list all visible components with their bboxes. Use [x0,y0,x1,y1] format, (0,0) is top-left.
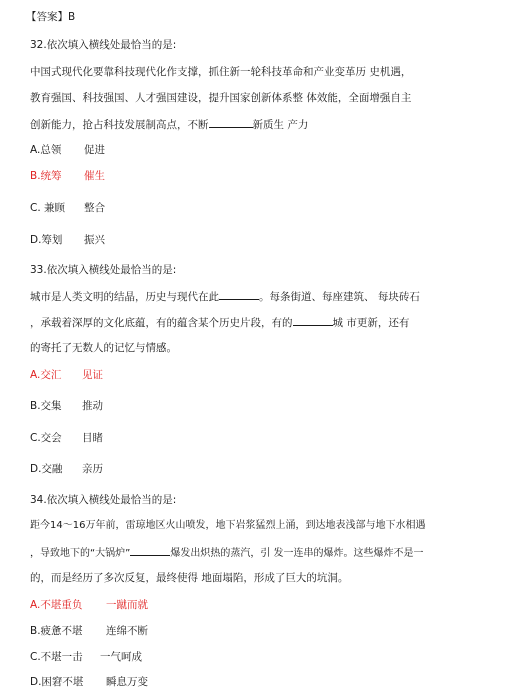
q32-option-d [30,233,105,247]
q34-title: 34.依次填入横线处最恰当的是: [30,494,177,506]
q32-option-d-letter: D.筹划 [30,234,63,246]
q34-passage-line-2-end: 爆发出炽热的蒸汽，引 发一连串的爆炸。这些爆炸不是一 [170,548,424,559]
q32-option-a-word: 促进 [84,144,105,156]
q33-passage-line-2-end: 城 市更新，还有 [332,317,410,329]
q33-option-c-letter: C.交会 [30,432,62,444]
q32-passage-line-3-end: 新质生 产力 [252,119,309,131]
q33-option-b-word: 推动 [82,400,103,412]
q32-passage-line-3-start: 创新能力，抢占科技发展制高点，不断 [30,119,209,131]
q33-title: 33.依次填入横线处最恰当的是: [30,264,177,276]
q33-option-a-letter: A.交汇 [30,369,62,381]
q33-option-a-word: 见证 [82,369,103,381]
q34-option-c-letter: C.不堪一击 [30,651,83,663]
q33-passage-line-1-start: 城市是人类文明的结晶，历史与现代在此 [30,291,219,303]
q32-passage-line-1: 中国式现代化要靠科技现代化作支撑，抓住新一轮科技革命和产业变革历 史机遇， [30,66,412,78]
q32-blank [209,117,253,128]
q34-option-a-correct [30,598,148,612]
q34-option-c [30,650,142,664]
q32-option-c-letter: C. 兼顾 [30,202,66,214]
answer-header: 【答案】B [26,11,76,23]
q34-passage-line-3: 的，而是经历了多次反复，最终使得 地面塌陷，形成了巨大的坑洞。 [30,572,349,584]
q32-option-a [30,143,105,157]
q34-blank-1 [130,545,170,556]
q32-option-b-correct [30,169,105,183]
q32-passage-line-3 [30,117,308,132]
q34-passage-line-1: 距今14～16万年前，雷琼地区火山喷发，地下岩浆猛烈上涌，到达地表浅部与地下水相遇 [30,520,426,531]
q33-passage-line-2 [30,315,409,330]
q34-passage-line-2-start: ，导致地下的“大锅炉” [30,548,131,559]
q34-option-d-word: 瞬息万变 [106,676,148,688]
q32-option-b-word: 催生 [84,170,105,182]
q32-option-a-letter: A.总领 [30,144,62,156]
q34-passage-line-2 [30,545,424,561]
q33-passage-line-1 [30,289,420,304]
q34-option-a-word: 一蹴而就 [106,599,148,611]
q33-option-c-word: 目睹 [82,432,103,444]
q34-option-b [30,624,148,638]
q32-option-b-letter: B.统筹 [30,170,62,182]
q33-option-d-letter: D.交融 [30,463,63,475]
q34-option-c-word: 一气呵成 [100,651,142,663]
q34-option-a-letter: A.不堪重负 [30,599,83,611]
q32-option-c [30,201,105,215]
q33-option-a-correct [30,368,103,382]
q33-passage-line-1-end: 。每条街道、每座建筑、 每块砖石 [259,291,420,303]
q34-option-d [30,675,148,689]
q32-option-d-word: 振兴 [84,234,105,246]
q34-option-d-letter: D.困窘不堪 [30,676,84,688]
q34-option-b-word: 连绵不断 [106,625,148,637]
q33-passage-line-2-start: ，承载着深厚的文化底蕴，有的蕴含某个历史片段，有的 [30,317,293,329]
q33-blank-2 [293,315,333,326]
q33-option-c [30,431,103,445]
q32-option-c-word: 整合 [84,202,105,214]
q33-option-d-word: 亲历 [82,463,103,475]
q33-option-b [30,399,103,413]
q33-passage-line-3: 的寄托了无数人的记忆与情感。 [30,342,177,354]
q33-option-d [30,462,103,476]
q33-blank-1 [219,289,259,300]
q32-title: 32.依次填入横线处最恰当的是: [30,39,177,51]
q33-option-b-letter: B.交集 [30,400,62,412]
q32-passage-line-2: 教育强国、科技强国、人才强国建设，提升国家创新体系整 体效能，全面增强自主 [30,92,412,104]
q34-option-b-letter: B.疲惫不堪 [30,625,83,637]
